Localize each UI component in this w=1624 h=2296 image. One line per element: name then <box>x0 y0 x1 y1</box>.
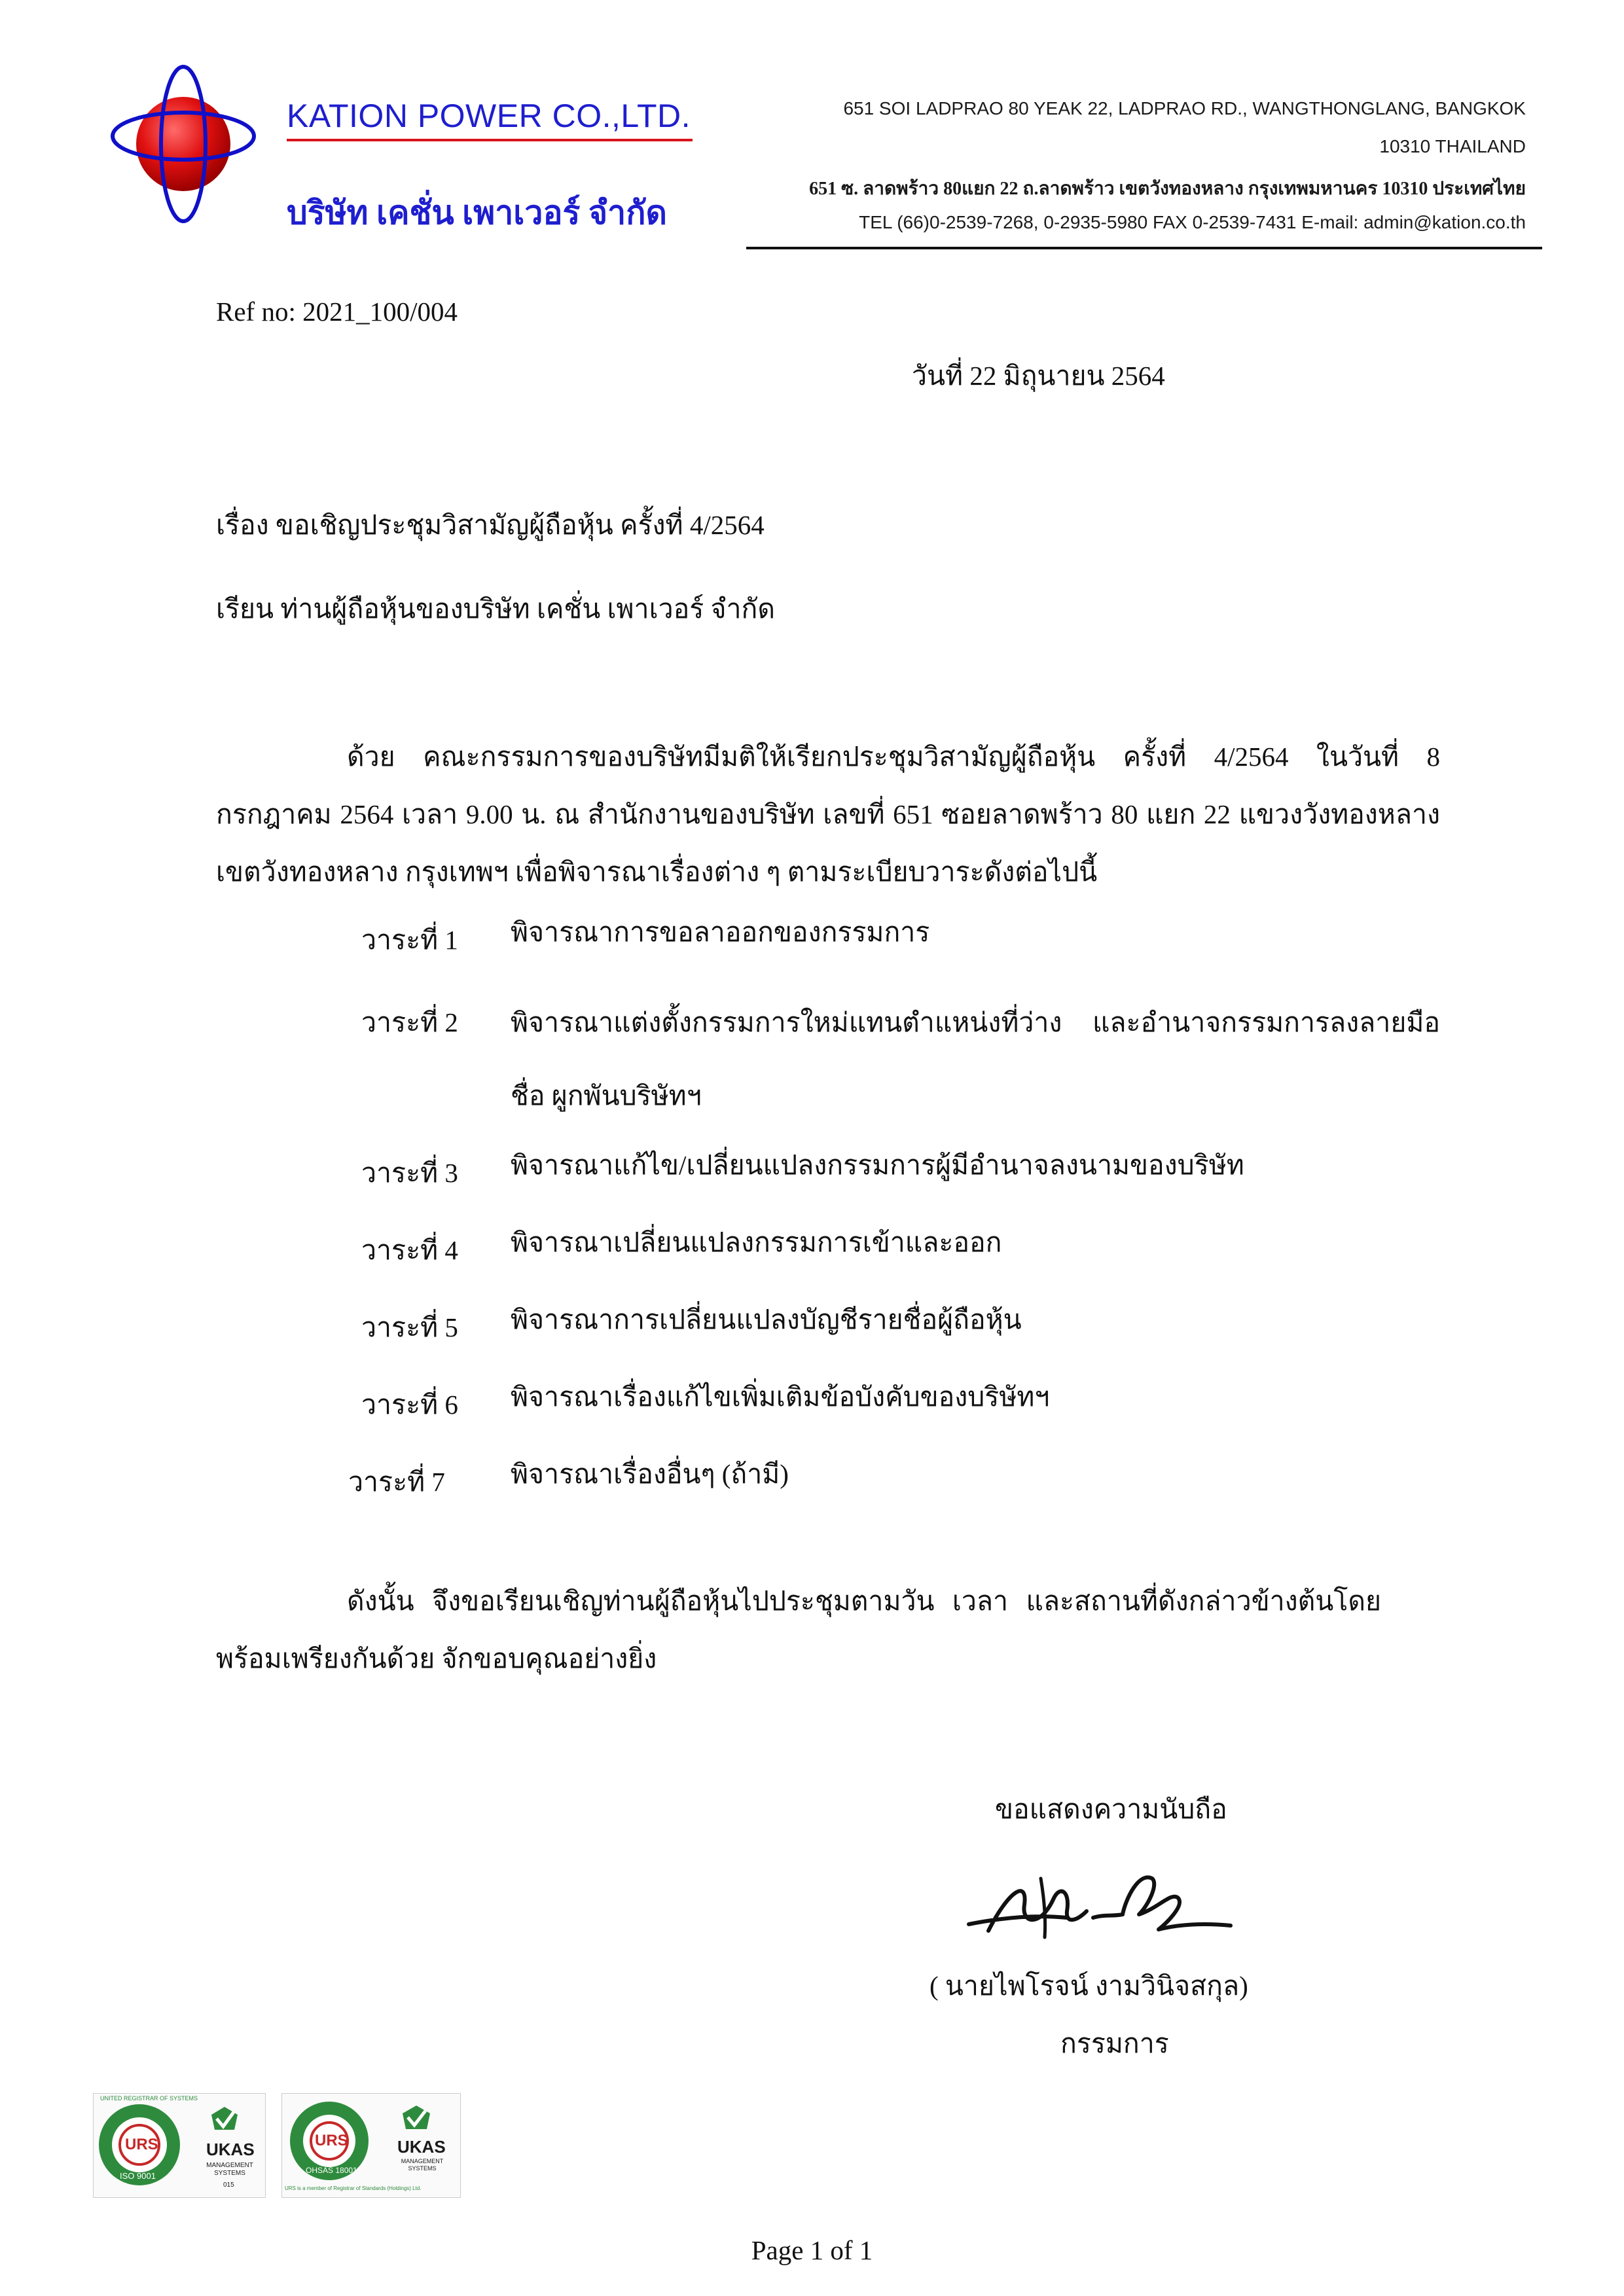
iso-9001-certification-badge <box>93 2093 266 2198</box>
ohsas-18001-label: OHSAS 18001 <box>306 2166 357 2175</box>
signer-name: ( นายไพโรจน์ งามวินิจสกุล) <box>929 1971 1248 2001</box>
reference-number: Ref no: 2021_100/004 <box>216 296 458 327</box>
urs-mark-2: URS <box>315 2132 348 2149</box>
address-en-line1: 651 SOI LADPRAO 80 YEAK 22, LADPRAO RD., WANGTHONGLANG, BANGKOK <box>843 98 1526 118</box>
company-name-th: บริษัท เคชั่น เพาเวอร์ จำกัด <box>287 194 667 231</box>
iso-9001-label: ISO 9001 <box>120 2171 156 2181</box>
agenda-5-number: วาระที่ 5 <box>361 1312 458 1342</box>
address-th: 651 ซ. ลาดพร้าว 80แยก 22 ถ.ลาดพร้าว เขตวังทองหลาง กรุงเทพมหานคร 10310 ประเทศไทย <box>809 179 1526 199</box>
agenda-3-text: พิจารณาแก้ไข/เปลี่ยนแปลงกรรมการผู้มีอำนาจลงนามของบริษัท <box>511 1150 1244 1180</box>
agenda-4-number: วาระที่ 4 <box>361 1235 458 1265</box>
closing-paragraph: ดังนั้น จึงขอเรียนเชิญท่านผู้ถือหุ้นไปประชุมตามวัน เวลา และสถานที่ดังกล่าวข้างต้นโดยพร้อมเพรียงกันด้วย จักขอบคุณอย่างยิ่ง <box>216 1586 1381 1674</box>
header-divider <box>746 247 1542 249</box>
urs-mark-1: URS <box>125 2136 158 2153</box>
letter-subject: เรื่อง ขอเชิญประชุมวิสามัญผู้ถือหุ้น ครั้งที่ 4/2564 <box>216 510 765 540</box>
agenda-1-number: วาระที่ 1 <box>361 925 458 955</box>
address-en-line2: 10310 THAILAND <box>1379 136 1526 156</box>
signature-image <box>962 1852 1237 1957</box>
registrar-ring-text: UNITED REGISTRAR OF SYSTEMS <box>100 2095 198 2102</box>
ukas-mark-2: UKAS <box>397 2137 446 2157</box>
agenda-5-text: พิจารณาการเปลี่ยนแปลงบัญชีรายชื่อผู้ถือหุ้น <box>511 1304 1022 1335</box>
agenda-2-text: พิจารณาแต่งตั้งกรรมการใหม่แทนตำแหน่งที่ว่าง และอำนาจกรรมการลงลายมือชื่อ ผูกพันบริษัทฯ <box>511 1007 1440 1111</box>
agenda-4-text: พิจารณาเปลี่ยนแปลงกรรมการเข้าและออก <box>511 1227 1002 1257</box>
signer-title: กรรมการ <box>1060 2028 1169 2058</box>
agenda-1-text: พิจารณาการขอลาออกของกรรมการ <box>511 917 930 947</box>
ukas-sub-1: MANAGEMENT SYSTEMS <box>206 2162 253 2177</box>
contact-line: TEL (66)0-2539-7268, 0-2935-5980 FAX 0-2539-7431 E-mail: admin@kation.co.th <box>859 212 1526 232</box>
page-number: Page 1 of 1 <box>751 2235 873 2265</box>
agenda-7-text: พิจารณาเรื่องอื่นๆ (ถ้ามี) <box>511 1459 789 1489</box>
agenda-7-number: วาระที่ 7 <box>348 1467 445 1497</box>
regards-text: ขอแสดงความนับถือ <box>995 1794 1227 1824</box>
ohsas-18001-certification-badge <box>281 2093 461 2198</box>
agenda-3-number: วาระที่ 3 <box>361 1158 458 1188</box>
urs-footnote: URS is a member of Registrar of Standards (Holdings) Ltd. <box>285 2185 422 2191</box>
letter-recipient: เรียน ท่านผู้ถือหุ้นของบริษัท เคชั่น เพาเวอร์ จำกัด <box>216 594 775 624</box>
company-name-underline <box>287 139 693 141</box>
intro-paragraph: ด้วย คณะกรรมการของบริษัทมีมติให้เรียกประชุมวิสามัญผู้ถือหุ้น ครั้งที่ 4/2564 ในวันที่ 8 กรกฎาคม 2564 เวลา 9.00 น. ณ สำนักงานของบริษัท เลขที่ 651 ซอยลาดพร้าว 80 แยก 22 แขวงวังทองหลาง เขตวังทองหลาง กรุงเทพฯ เพื่อพิจารณาเรื่องต่าง ๆ ตามระเบียบวาระดังต่อไปนี้ <box>216 742 1440 887</box>
agenda-6-number: วาระที่ 6 <box>361 1390 458 1420</box>
letter-date: วันที่ 22 มิถุนายน 2564 <box>912 361 1165 391</box>
ukas-sub-2: MANAGEMENT SYSTEMS <box>401 2158 444 2172</box>
company-name-en: KATION POWER CO.,LTD. <box>287 98 691 134</box>
ukas-mark-1: UKAS <box>206 2140 255 2159</box>
agenda-2-number: วาระที่ 2 <box>361 1007 458 1037</box>
company-logo <box>105 58 288 228</box>
agenda-6-text: พิจารณาเรื่องแก้ไขเพิ่มเติมข้อบังคับของบริษัทฯ <box>511 1382 1050 1412</box>
ukas-code-1: 015 <box>223 2181 234 2189</box>
